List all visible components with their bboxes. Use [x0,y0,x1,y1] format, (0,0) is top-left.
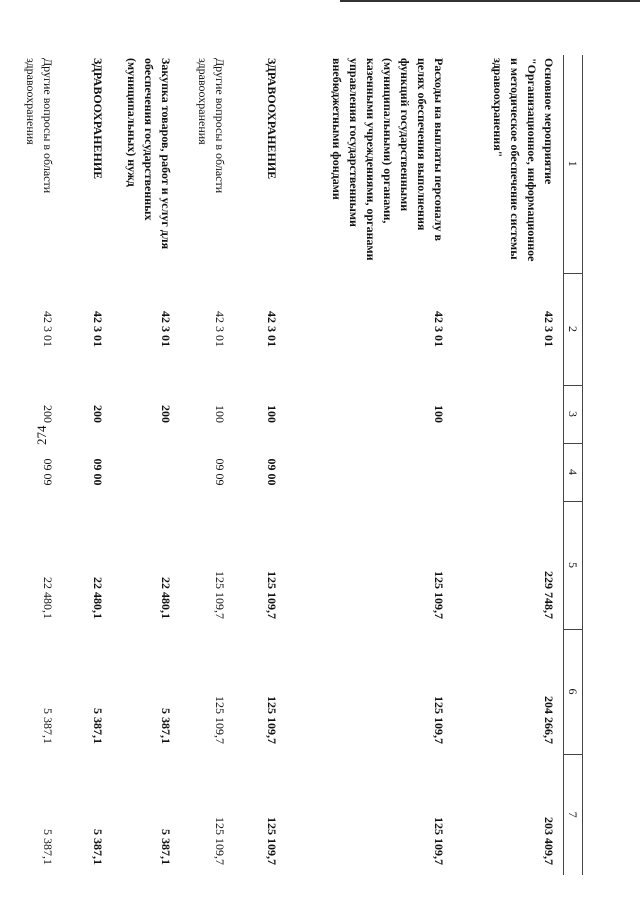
amount-col5: 125 109,7 [213,571,227,619]
target-code: 42 3 01 [213,311,227,347]
section-code: 09 09 [213,458,227,486]
row-name: Основное мероприятие "Организационное, информационное и методическое обеспечение системы здравоохранения" [491,58,556,262]
expense-type: 100 [213,405,227,423]
amount-col7: 125 109,7 [432,817,446,865]
target-code: 42 3 01 [432,311,446,347]
page-number: 274 [34,425,49,445]
amount-col5: 22 480,1 [159,577,173,619]
amount-col7: 5 387,1 [41,829,55,865]
row-name: Другие вопросы в области здравоохранения [196,58,227,194]
amount-col5: 22 480,1 [41,577,55,619]
amount-col7: 125 109,7 [213,817,227,865]
row-name: ЗДРАВООХРАНЕНИЕ [91,58,105,180]
target-code: 42 3 01 [91,311,105,347]
header-row [564,55,583,875]
expense-type: 200 [41,405,55,423]
expense-type: 100 [265,405,279,423]
section-code: 09 00 [265,458,279,486]
amount-col5: 125 109,7 [432,571,446,619]
table-row [112,55,180,875]
table-row [453,55,564,875]
amount-col5: 22 480,1 [91,577,105,619]
target-code: 42 3 01 [159,311,173,347]
amount-col7: 203 409,7 [542,817,556,865]
section-code: 09 09 [41,458,55,486]
section-code [112,443,180,501]
expense-type [453,385,564,443]
target-code: 42 3 01 [265,311,279,347]
table-row [234,55,286,875]
amount-col7: 5 387,1 [159,829,173,865]
expense-type: 200 [91,405,105,423]
col-header-3: 3 [564,385,583,443]
row-name: Закупка товаров, работ и услуг для обеспечения государственных (муниципальных) нужд [125,58,173,250]
row-name: Другие вопросы в области здравоохранения [24,58,55,194]
col-header-6: 6 [564,629,583,754]
table-row [62,55,112,875]
col-header-4: 4 [564,443,583,501]
target-code: 42 3 01 [542,311,556,347]
expense-type: 200 [159,405,173,423]
row-name: ЗДРАВООХРАНЕНИЕ [265,58,279,180]
row-name: Расходы на выплаты персоналу в целях обеспечения выполнения функций государственными (муниципальными) органами, казенными учреждениями, органами управления государственными внебюджетными фондами [330,58,446,261]
target-code: 42 3 01 [41,311,55,347]
amount-col6: 204 266,7 [542,696,556,744]
amount-col6: 5 387,1 [41,708,55,744]
amount-col7: 5 387,1 [91,829,105,865]
col-header-7: 7 [564,754,583,875]
amount-col6: 5 387,1 [91,708,105,744]
amount-col5: 125 109,7 [265,571,279,619]
table-row [286,55,453,875]
amount-col7: 125 109,7 [265,817,279,865]
amount-col6: 125 109,7 [213,696,227,744]
amount-col6: 125 109,7 [265,696,279,744]
table-row [180,55,234,875]
section-code [453,443,564,501]
expense-type: 100 [432,405,446,423]
col-header-1: 1 [564,55,583,273]
section-code [286,443,453,501]
amount-col6: 5 387,1 [159,708,173,744]
col-header-5: 5 [564,501,583,629]
amount-col6: 125 109,7 [432,696,446,744]
col-header-2: 2 [564,273,583,385]
section-code: 09 00 [91,458,105,486]
budget-table [16,55,583,875]
amount-col5: 229 748,7 [542,571,556,619]
table-row [16,55,62,875]
